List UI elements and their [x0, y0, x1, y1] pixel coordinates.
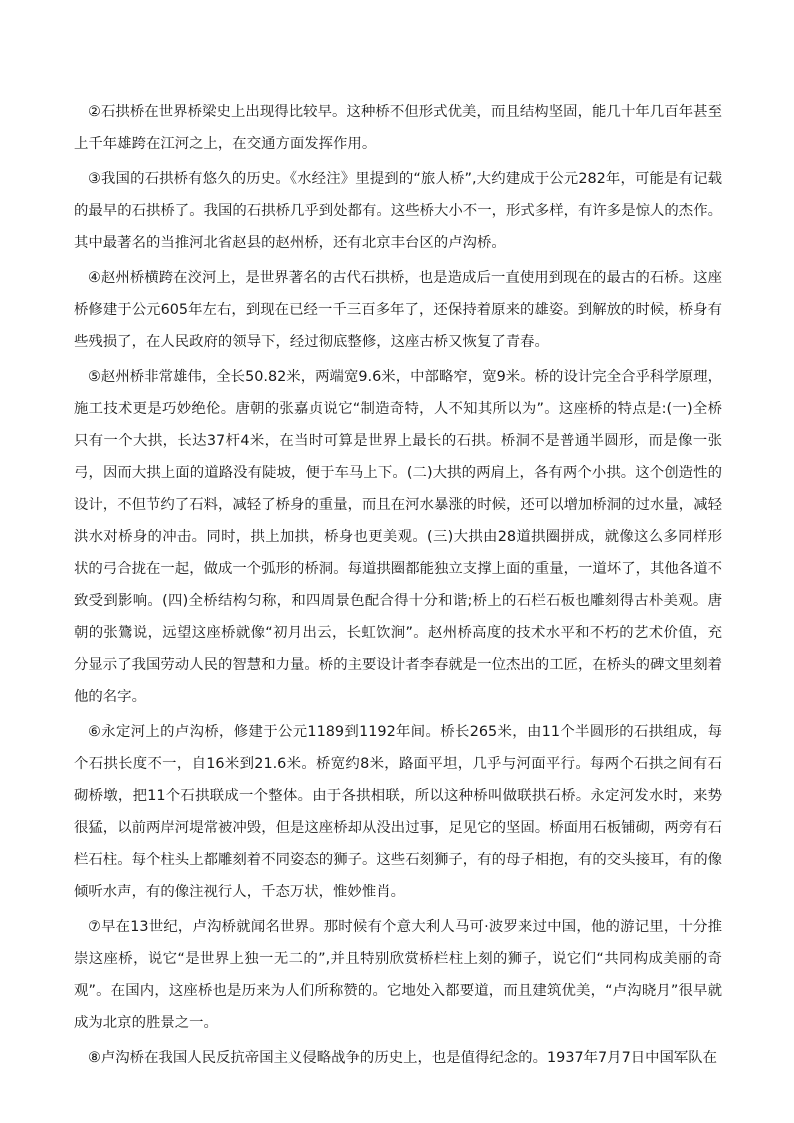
paragraph-8: ⑧卢沟桥在我国人民反抗帝国主义侵略战争的历史上，也是值得纪念的。1937年7月7日中国军队在 — [88, 1050, 718, 1066]
paragraph-6: ⑥永定河上的卢沟桥，修建于公元1189到1192年间。桥长265米，由11个半圆形的石拱组成，每个石拱长度不一，自16米到21.6米。桥宽约8米，路面平坦，几乎与河面平行。每两个石拱之间有石砌桥墩，把11个石拱联成一个整体。由于各拱相联，所以这种桥叫做联拱石桥。永定河发水时，来势很猛，以前两岸河堤常被冲毁，但是这座桥却从没出过事，足见它的坚固。桥面用石板铺砌，两旁有石栏石柱。每个柱头上都雕刻着不同姿态的狮子。这些石刻狮子，有的母子相抱，有的交头接耳，有的像倾听水声，有的像注视行人，千态万状，惟妙惟肖。 — [74, 724, 722, 900]
paragraph-3: ③我国的石拱桥有悠久的历史。《水经注》里提到的“旅人桥”,大约建成于公元282年，可能是有记载的最早的石拱桥了。我国的石拱桥几乎到处都有。这些桥大小不一，形式多样，有许多是惊人的杰作。其中最著名的当推河北省赵县的赵州桥，还有北京丰台区的卢沟桥。 — [74, 171, 722, 251]
paragraph-2: ②石拱桥在世界桥梁史上出现得比较早。这种桥不但形式优美，而且结构坚固，能几十年几百年甚至上千年雄跨在江河之上，在交通方面发挥作用。 — [74, 104, 722, 152]
paragraph-7: ⑦早在13世纪，卢沟桥就闻名世界。那时候有个意大利人马可·波罗来过中国，他的游记里，十分推崇这座桥，说它“是世界上独一无二的”,并且特别欣赏桥栏柱上刻的狮子，说它们“共同构成美丽的奇观”。在国内，这座桥也是历来为人们所称赞的。它地处入都要道，而且建筑优美，“卢沟晓月”很早就成为北京的胜景之一。 — [74, 919, 722, 1031]
paragraph-5: ⑤赵州桥非常雄伟，全长50.82米，两端宽9.6米，中部略窄，宽9米。桥的设计完全合乎科学原理，施工技术更是巧妙绝伦。唐朝的张嘉贞说它“制造奇特，人不知其所以为”。这座桥的特点是:(一)全桥只有一个大拱，长达37杆4米，在当时可算是世界上最长的石拱。桥洞不是普通半圆形，而是像一张弓，因而大拱上面的道路没有陡坡，便于车马上下。(二)大拱的两肩上，各有两个小拱。这个创造性的设计，不但节约了石料，减轻了桥身的重量，而且在河水暴涨的时候，还可以增加桥洞的过水量，减轻洪水对桥身的冲击。同时，拱上加拱，桥身也更美观。(三)大拱由28道拱圈拼成，就像这么多同样形状的弓合拢在一起，做成一个弧形的桥洞。每道拱圈都能独立支撑上面的重量，一道坏了，其他各道不致受到影响。(四)全桥结构匀称，和四周景色配合得十分和谐;桥上的石栏石板也雕刻得古朴美观。唐朝的张鷟说，远望这座桥就像“初月出云，长虹饮涧”。赵州桥高度的技术水平和不朽的艺术价值，充分显示了我国劳动人民的智慧和力量。桥的主要设计者李春就是一位杰出的工匠，在桥头的碑文里刻着他的名字。 — [74, 369, 722, 705]
document-body — [74, 96, 722, 1077]
paragraph-4: ④赵州桥横跨在洨河上，是世界著名的古代石拱桥，也是造成后一直使用到现在的最古的石桥。这座桥修建于公元605年左右，到现在已经一千三百多年了，还保持着原来的雄姿。到解放的时候，桥身有些残损了，在人民政府的领导下，经过彻底整修，这座古桥又恢复了青春。 — [74, 270, 722, 350]
